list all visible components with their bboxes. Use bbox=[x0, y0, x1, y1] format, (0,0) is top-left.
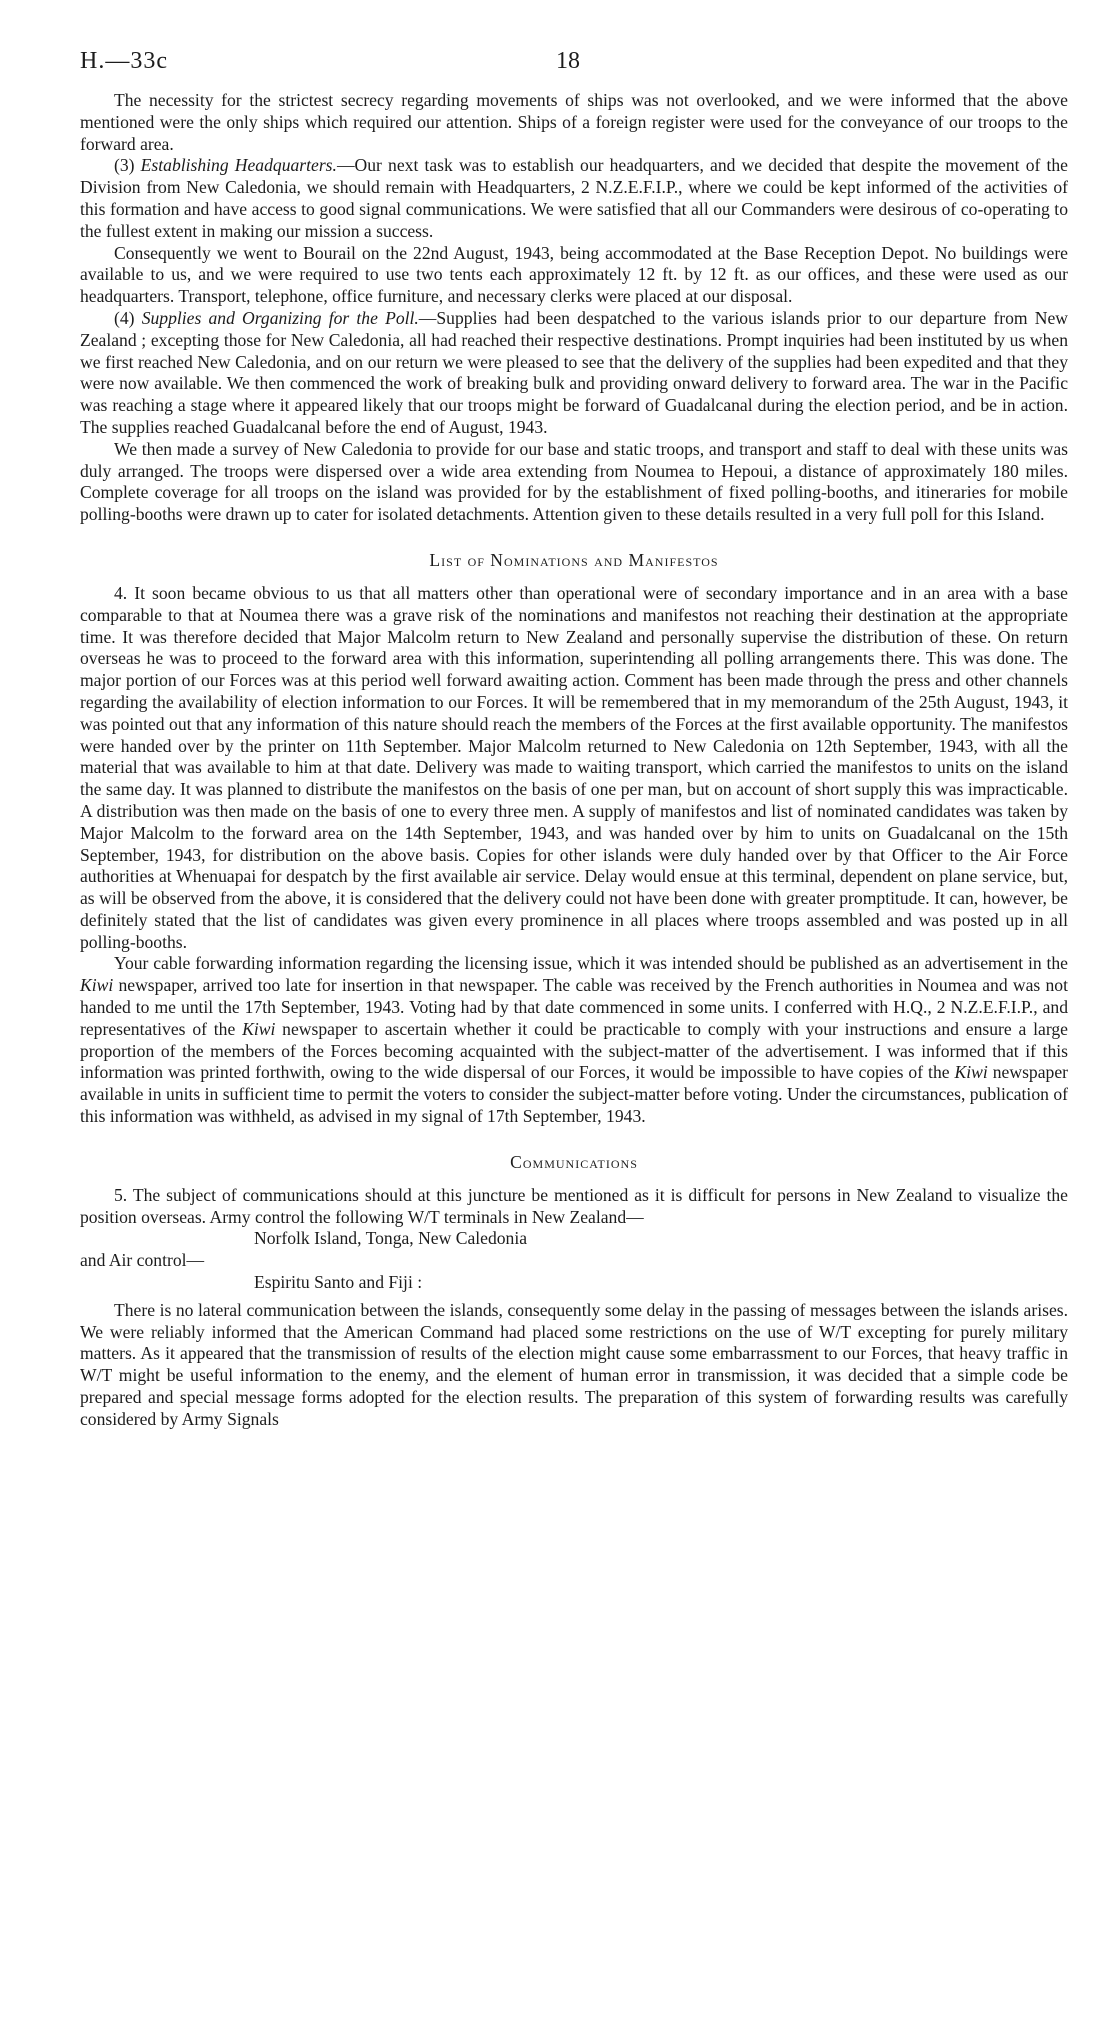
paragraph-new-caledonia-survey: We then made a survey of New Caledonia to provide for our base and static troops, and transport and staff to deal with these units was duly arranged. The troops were dispersed over a wide area extending from Noumea to Hepoui, a distance of approximately 180 miles. Complete coverage for all troops on the island was provided for by the establishment of fixed polling-booths, and itineraries for mobile polling-booths were drawn up to cater for isolated detachments. Attention given to these details resulted in a very full poll for this Island. bbox=[80, 438, 1068, 525]
paragraph-establishing-headquarters bbox=[80, 155, 1068, 242]
paragraph-bourail: Consequently we went to Bourail on the 22nd August, 1943, being accommodated at the Base Reception Depot. No buildings were available to us, and we were required to use two tents each approximately 12 ft. by 12 ft. as our offices, and these were used as our headquarters. Transport, telephone, office furniture, and necessary clerks were placed at our disposal. bbox=[80, 242, 1068, 307]
text-run: newspaper to ascertain whether it could be practicable to comply with your instructions and ensure a large proportion of the members of the Forces becoming acquainted with the subject-matter of the advertisement. I was informed that if this information was printed forthwith, owing to the wide dispersal of our Forces, it would be impossible to have copies of the bbox=[80, 1018, 1068, 1083]
air-control-intro: and Air control— bbox=[80, 1250, 205, 1271]
page-header bbox=[80, 40, 1068, 90]
text-run: newspaper available in units in sufficient time to permit the voters to consider the subject-matter before voting. Under the circumstances, publication of this information was withheld, as advised in my signal of 17th September, 1943. bbox=[80, 1062, 1068, 1127]
heading-nominations-manifestos: List of Nominations and Manifestos bbox=[429, 549, 719, 570]
kiwi-newspaper-name: Kiwi bbox=[80, 975, 114, 996]
kiwi-newspaper-name: Kiwi bbox=[242, 1018, 276, 1039]
paragraph-title: Establishing Headquarters. bbox=[140, 155, 337, 176]
army-terminals-list: Norfolk Island, Tonga, New Caledonia bbox=[254, 1228, 528, 1249]
section-communications bbox=[80, 1185, 1068, 1431]
paragraph-supplies-poll bbox=[80, 308, 1068, 439]
section-nominations bbox=[80, 583, 1068, 1128]
document-page bbox=[80, 40, 1068, 1431]
paragraph-number: (3) bbox=[114, 155, 135, 176]
kiwi-newspaper-name: Kiwi bbox=[954, 1062, 988, 1083]
text-run: newspaper, arrived too late for insertion in that newspaper. The cable was received by the French authorities in Noumea and was not handed to me until the 17th September, 1943. Voting had by that date commenced in some units. I conferred with H.Q., 2 N.Z.E.F.I.P., and representatives of the bbox=[80, 975, 1068, 1039]
paragraph-nominations: 4. It soon became obvious to us that all matters other than operational were of secondary importance and in an area with a base comparable to that at Noumea there was a grave risk of the nominations and manifestos not reaching their destination at the appropriate time. It was therefore decided that Major Malcolm return to New Zealand and personally supervise the distribution of these. On return overseas he was to proceed to the forward area with this information, superintending all polling arrangements there. This was done. The major portion of our Forces was at this period well forward awaiting action. Comment has been made through the press and other channels regarding the availability of election information to our Forces. It will be remembered that in my memorandum of the 25th August, 1943, it was pointed out that any information of this nature should reach the members of the Forces at the first available opportunity. The manifestos were handed over by the printer on 11th September. Major Malcolm returned to New Caledonia on 12th September, 1943, with all the material that was available to him at that date. Delivery was made to waiting transport, which carried the manifestos to units on the island the same day. It was planned to distribute the manifestos on the basis of one per man, but on account of short supply this was impracticable. A distribution was then made on the basis of one to every three men. A supply of manifestos and list of nominated candidates was taken by Major Malcolm to the forward area on the 14th September, 1943, and was handed over by him to units on Guadalcanal on the 15th September, 1943, for distribution on the above basis. Copies for other islands were duly handed over by that Officer to the Air Force authorities at Whenuapai for despatch by the first available air service. Delay would ensue at this terminal, dependent on plane service, but, as will be observed from the above, it is considered that the delivery could not have been done with greater promptitude. It can, however, be definitely stated that the list of candidates was given every prominence in all places where troops assembled and was posted up in all polling-booths. bbox=[80, 582, 1068, 952]
text-run: Your cable forwarding information regarding the licensing issue, which it was intended should be published as an advertisement in the bbox=[114, 953, 1068, 974]
page-number: 18 bbox=[556, 48, 580, 74]
paragraph-title: Supplies and Organizing for the Poll. bbox=[141, 307, 419, 328]
paragraph-lateral-communication: There is no lateral communication between the islands, consequently some delay in the passing of messages between the islands arises. We were reliably informed that the American Command had placed some restrictions on the use of W/T excepting for purely military matters. As it appeared that the transmission of results of the election might cause some embarrassment to our Forces, that heavy traffic in W/T might be useful information to the enemy, and the element of human error in transmission, it was decided that a simple code be prepared and special message forms adopted for the election results. The preparation of this system of forwarding results was carefully considered by Army Signals bbox=[80, 1299, 1068, 1429]
paragraph-communications: 5. The subject of communications should at this juncture be mentioned as it is difficult for persons in New Zealand to visualize the position overseas. Army control the following W/T terminals in New Zealand— bbox=[80, 1184, 1068, 1227]
paragraph-body: —Our next task was to establish our headquarters, and we decided that despite the movement of the Division from New Caledonia, we should remain with Headquarters, 2 N.Z.E.F.I.P., where we could be kept informed of the activities of this formation and have access to good signal communications. We were satisfied that all our Commanders were desirous of co-operating to the fullest extent in making our mission a success. bbox=[80, 155, 1068, 241]
document-reference: H.—33c bbox=[80, 48, 168, 74]
section-intro bbox=[80, 90, 1068, 526]
air-terminals-list: Espiritu Santo and Fiji : bbox=[254, 1272, 423, 1293]
heading-communications: Communications bbox=[510, 1151, 638, 1172]
paragraph-ship-secrecy: The necessity for the strictest secrecy regarding movements of ships was not overlooked, and we were informed that the above mentioned were the only ships which required our attention. Ships of a foreign register were used for the conveyance of our troops to the forward area. bbox=[80, 90, 1068, 154]
paragraph-licensing-cable bbox=[80, 953, 1068, 1127]
paragraph-number: (4) bbox=[114, 307, 135, 328]
paragraph-body: —Supplies had been despatched to the various islands prior to our departure from New Zealand ; excepting those for New Caledonia, all had reached their respective destinations. Prompt inquiries had been instituted by us when we first reached New Caledonia, and on our return we were pleased to see that the delivery of the supplies had been expedited and that they were now available. We then commenced the work of breaking bulk and providing onward delivery to forward area. The war in the Pacific was reaching a stage where it appeared likely that our troops might be forward of Guadalcanal during the election period, and be in action. The supplies reached Guadalcanal before the end of August, 1943. bbox=[80, 307, 1068, 437]
